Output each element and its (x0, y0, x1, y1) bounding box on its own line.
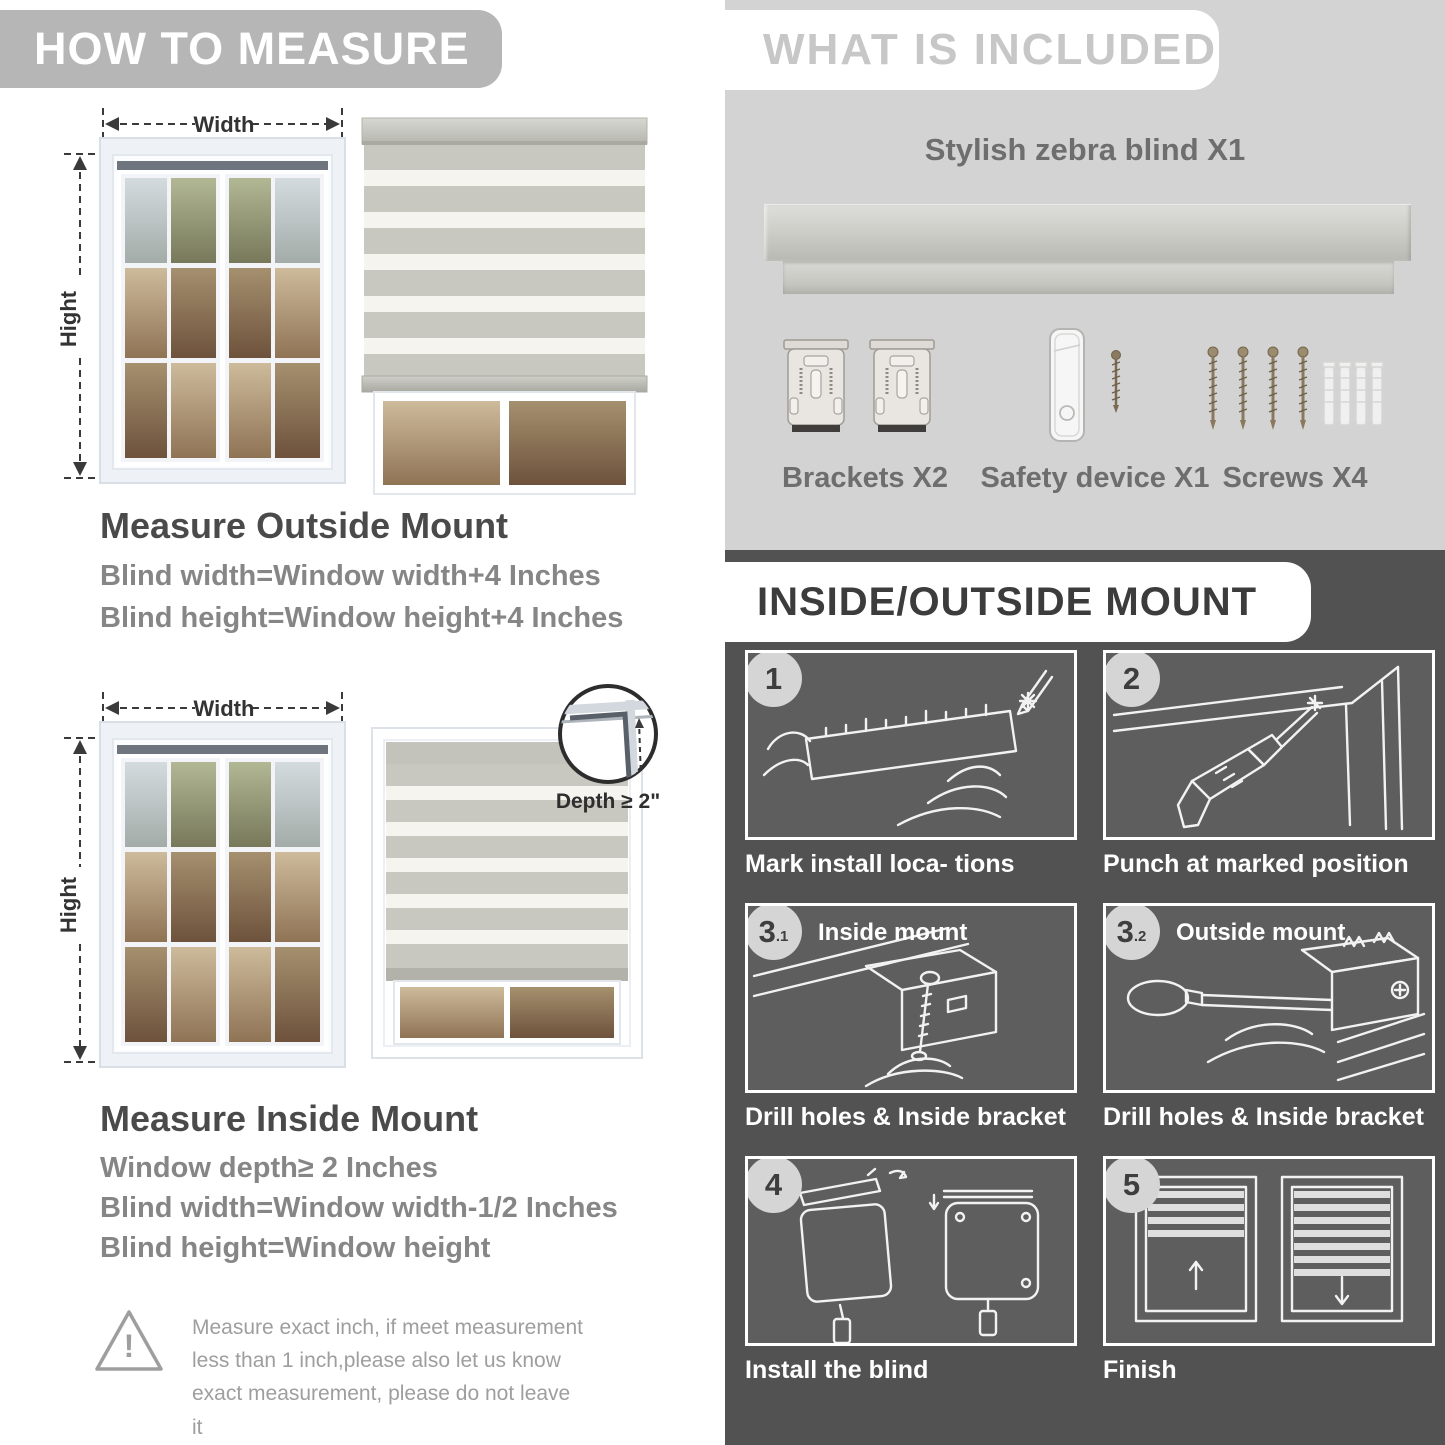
safety-device-label: Safety device X1 (980, 462, 1210, 494)
step-4-panel (745, 1156, 1077, 1346)
warning-exclamation: ! (123, 1328, 135, 1364)
step-2-number: 2 (1122, 660, 1141, 696)
brackets-illustration (780, 330, 940, 455)
step-3-1-title: Inside mount (818, 919, 968, 946)
step-5-number: 5 (1122, 1166, 1141, 1202)
height-dimension-outside (56, 154, 98, 478)
depth-magnifier (556, 686, 660, 813)
how-to-measure-header: HOW TO MEASURE (0, 10, 502, 88)
headrail-illustration (764, 204, 1411, 261)
step-5-panel (1103, 1156, 1435, 1346)
step-3-2-number-sub: .2 (1133, 928, 1147, 945)
step-1 (745, 650, 1077, 879)
step-5-badge (1103, 1156, 1160, 1213)
height-dim-label: Hight (56, 290, 81, 348)
inside-mount-title: Measure Inside Mount (100, 1098, 479, 1139)
inside-outside-mount-header: INSIDE/OUTSIDE MOUNT (725, 562, 1311, 642)
inside-mount-diagram (0, 672, 725, 1092)
width-dim-label: Width (193, 112, 255, 137)
screw-group (1208, 347, 1308, 430)
safety-device-illustration (1020, 325, 1170, 455)
depth-label: Depth ≥ 2" (555, 790, 661, 813)
outside-height-formula: Blind height=Window height+4 Inches (100, 602, 624, 634)
step-1-caption: Mark install loca- tions (745, 850, 1015, 878)
step-3-1-caption: Drill holes & Inside bracket (745, 1103, 1066, 1131)
outside-mount-title: Measure Outside Mount (100, 505, 509, 546)
measure-warning (92, 1305, 584, 1444)
what-is-included-header: WHAT IS INCLUDED (725, 10, 1219, 90)
step-3-1-panel (745, 903, 1077, 1093)
step-3-2-number: 3 (1116, 913, 1134, 949)
step-3-1-number: 3 (758, 913, 776, 949)
brackets-label: Brackets X2 (781, 462, 949, 494)
step-1-number: 1 (764, 660, 783, 696)
step-3-2-badge (1103, 903, 1160, 960)
warning-triangle-icon (92, 1305, 166, 1379)
step-3-2 (1103, 903, 1435, 1132)
step-4-number: 4 (764, 1166, 783, 1202)
step-1-panel (745, 650, 1077, 840)
height-dim-label-inside: Hight (56, 876, 81, 934)
mount-steps-grid (745, 650, 1437, 1385)
screws-illustration (1195, 330, 1385, 455)
step-1-badge (745, 650, 802, 707)
outside-mount-diagram (0, 100, 725, 500)
step-2-caption: Punch at marked position (1103, 850, 1409, 878)
width-dimension-outside (103, 108, 342, 142)
screws-label: Screws X4 (1222, 462, 1368, 494)
step-3-2-panel (1103, 903, 1435, 1093)
step-2 (1103, 650, 1435, 879)
zebra-blind-illustration (362, 118, 647, 494)
warning-text: Measure exact inch, if meet measurement less than 1 inch,please also let us know exact measurement, please do not leave it (192, 1316, 584, 1439)
width-dim-label-inside: Width (193, 696, 255, 721)
headrail-bottom-illustration (783, 261, 1394, 294)
step-3-2-title: Outside mount (1176, 919, 1346, 946)
width-dimension-inside (103, 692, 342, 726)
height-dimension-inside (56, 738, 98, 1062)
step-4-badge (745, 1156, 802, 1213)
step-3-1-number-sub: .1 (775, 928, 789, 945)
step-3-2-caption: Drill holes & Inside bracket (1103, 1103, 1424, 1131)
step-5-caption: Finish (1103, 1356, 1177, 1384)
step-5 (1103, 1156, 1435, 1385)
safety-screw (1112, 351, 1121, 414)
what-is-included-section (725, 0, 1445, 550)
step-2-panel (1103, 650, 1435, 840)
step-2-badge (1103, 650, 1160, 707)
window-illustration (100, 138, 345, 483)
inside-height-formula: Blind height=Window height (100, 1232, 491, 1264)
outside-width-formula: Blind width=Window width+4 Inches (100, 560, 601, 592)
inside-width-formula: Blind width=Window width-1/2 Inches (100, 1192, 618, 1224)
step-3-1-badge (745, 903, 802, 960)
step-4-caption: Install the blind (745, 1356, 929, 1384)
product-title: Stylish zebra blind X1 (924, 132, 1246, 167)
inside-depth-formula: Window depth≥ 2 Inches (100, 1152, 438, 1184)
step-4 (745, 1156, 1077, 1385)
step-3-1 (745, 903, 1077, 1132)
window-illustration-inside (100, 722, 345, 1067)
anchor-group (1323, 362, 1383, 425)
mount-section (725, 550, 1445, 1445)
